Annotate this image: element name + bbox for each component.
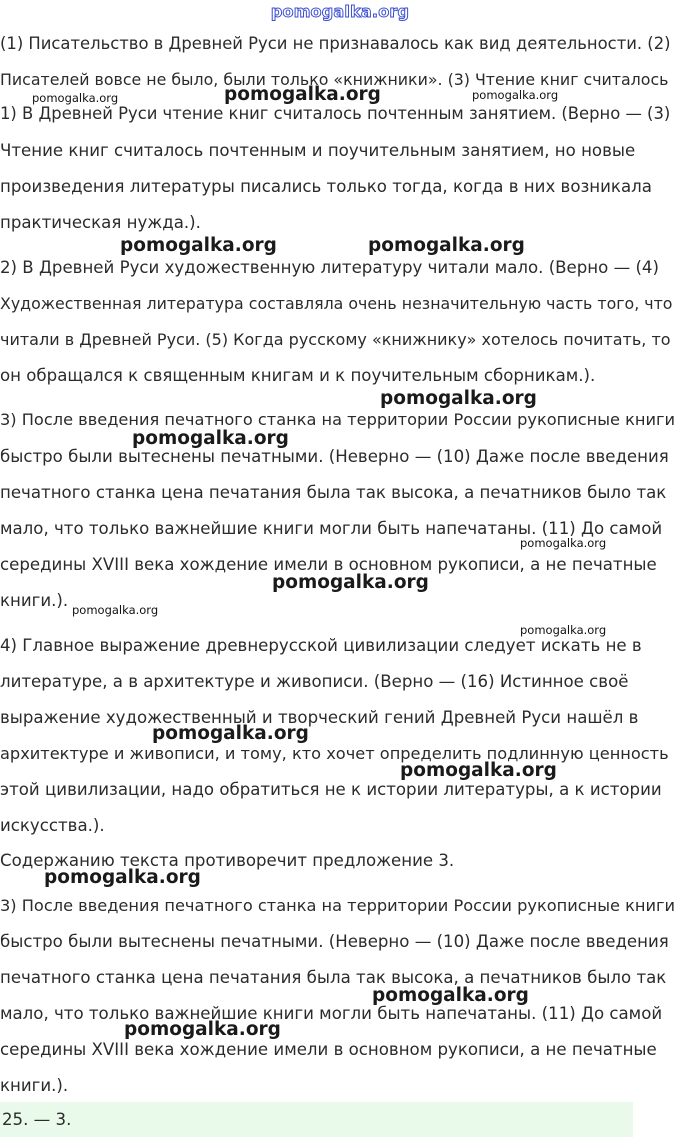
watermark-small: pomogalka.org: [472, 88, 559, 102]
text-line: быстро были вытеснены печатными. (Неверно — (10) Даже после введения: [0, 932, 669, 951]
watermark-small: pomogalka.org: [520, 536, 607, 550]
text-line: книги.).: [0, 591, 69, 610]
text-line: искусства.).: [0, 816, 105, 835]
watermark: pomogalka.org: [152, 723, 309, 744]
watermark: pomogalka.org: [44, 867, 201, 888]
text-line: Писателей вовсе не было, были только «книжники». (3) Чтение книг считалось: [0, 70, 669, 89]
watermark: pomogalka.org: [372, 985, 529, 1006]
site-logo[interactable]: pomogalka.org: [270, 2, 410, 21]
answer-highlight: [0, 1102, 633, 1137]
text-line: произведения литературы писались только тогда, когда в них возникала: [0, 177, 652, 196]
text-line: он обращался к священным книгам и к поучительным сборникам.).: [0, 366, 596, 385]
watermark-small: pomogalka.org: [32, 91, 119, 105]
text-line: печатного станка цена печатания была так высока, а печатников было так: [0, 483, 667, 502]
text-line: середины XVIII века хождение имели в основном рукописи, а не печатные: [0, 1040, 657, 1059]
text-line: 2) В Древней Руси художественную литературу читали мало. (Верно — (4): [0, 258, 659, 277]
watermark-small: pomogalka.org: [520, 623, 607, 637]
text-line: литературе, а в архитектуре и живописи. (Верно — (16) Истинное своё: [0, 672, 629, 691]
watermark: pomogalka.org: [380, 388, 537, 409]
text-line: печатного станка цена печатания была так высока, а печатников было так: [0, 968, 667, 987]
text-line: 1) В Древней Руси чтение книг считалось почтенным занятием. (Верно — (3): [0, 104, 671, 123]
text-line: Чтение книг считалось почтенным и поучительным занятием, но новые: [0, 141, 636, 160]
watermark: pomogalka.org: [124, 1019, 281, 1040]
text-line: читали в Древней Руси. (5) Когда русскому «книжнику» хотелось почитать, то: [0, 330, 671, 349]
text-line: архитектуре и живописи, и тому, кто хочет определить подлинную ценность: [0, 744, 669, 763]
watermark: pomogalka.org: [120, 235, 277, 256]
text-line: мало, что только важнейшие книги могли быть напечатаны. (11) До самой: [0, 1004, 663, 1023]
text-line: практическая нужда.).: [0, 213, 201, 232]
text-line: середины XVIII века хождение имели в основном рукописи, а не печатные: [0, 555, 657, 574]
watermark-small: pomogalka.org: [72, 603, 159, 617]
text-line: быстро были вытеснены печатными. (Неверно — (10) Даже после введения: [0, 447, 669, 466]
watermark: pomogalka.org: [368, 235, 525, 256]
text-line: книги.).: [0, 1076, 69, 1095]
text-line: 4) Главное выражение древнерусской цивилизации следует искать не в: [0, 636, 642, 655]
text-line: 3) После введения печатного станка на территории России рукописные книги: [0, 896, 676, 915]
text-line: мало, что только важнейшие книги могли быть напечатаны. (11) До самой: [0, 519, 663, 538]
watermark: pomogalka.org: [272, 572, 429, 593]
watermark: pomogalka.org: [132, 428, 289, 449]
text-line: выражение художественный и творческий гений Древней Руси нашёл в: [0, 708, 639, 727]
text-line: 3) После введения печатного станка на территории России рукописные книги: [0, 410, 676, 429]
text-line: этой цивилизации, надо обратиться не к истории литературы, а к истории: [0, 780, 662, 799]
text-line: (1) Писательство в Древней Руси не признавалось как вид деятельности. (2): [0, 34, 671, 53]
answer-text: 25. — 3.: [2, 1110, 72, 1129]
watermark: pomogalka.org: [224, 84, 381, 105]
text-line: Содержанию текста противоречит предложение 3.: [0, 851, 455, 870]
text-line: Художественная литература составляла очень незначительную часть того, что: [0, 294, 673, 313]
watermark: pomogalka.org: [400, 760, 557, 781]
